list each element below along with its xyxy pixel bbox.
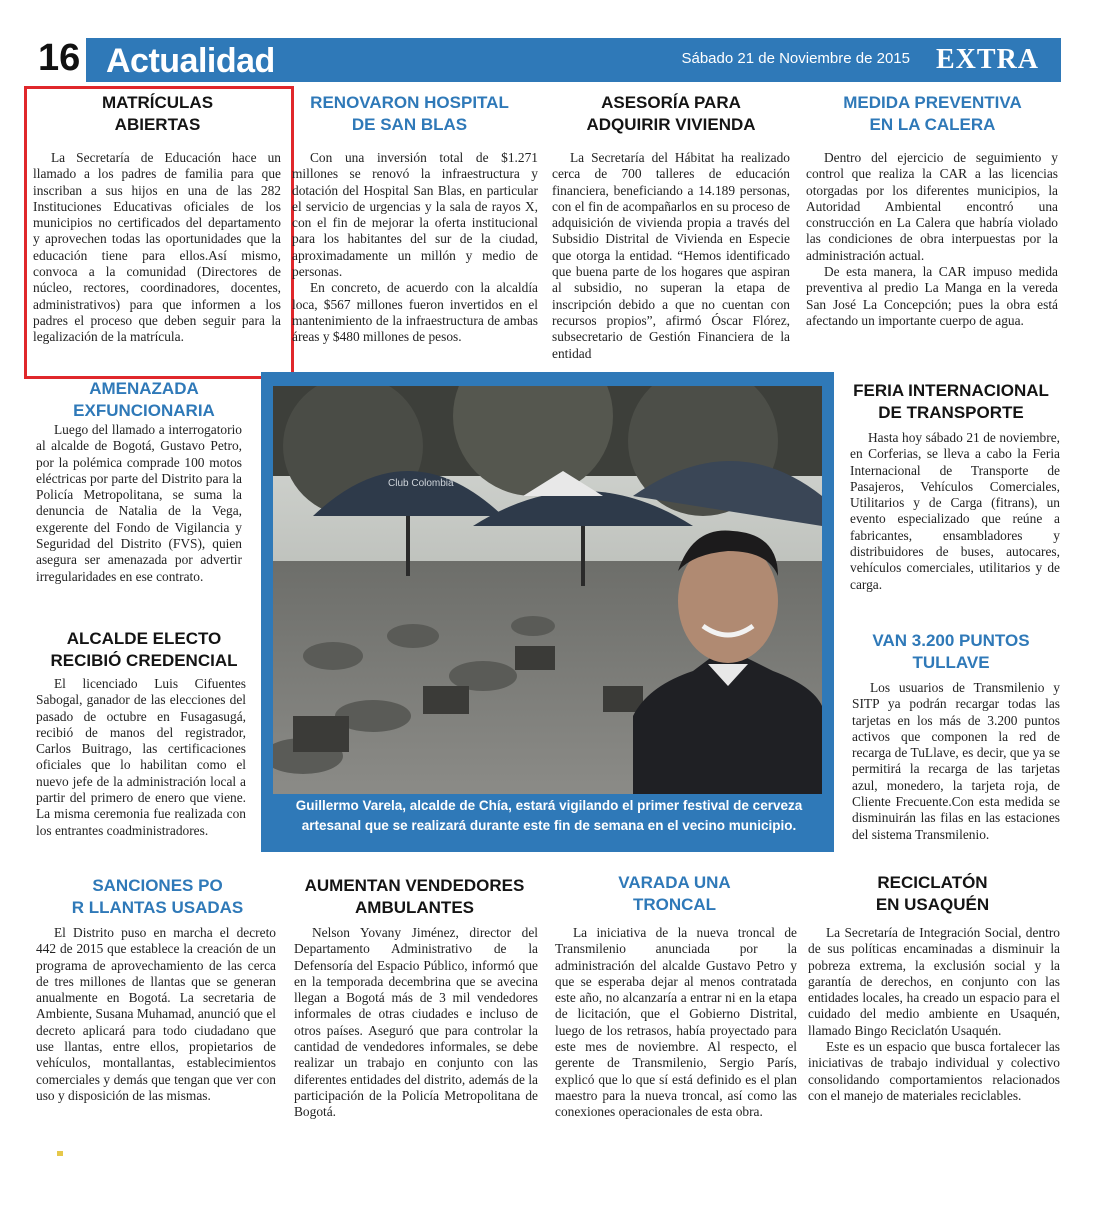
headline-vivienda: ASESORÍA PARA ADQUIRIR VIVIENDA bbox=[586, 93, 756, 134]
headline-tullave: VAN 3.200 PUNTOS TULLAVE bbox=[872, 631, 1030, 672]
headline-matriculas: MATRÍCULAS ABIERTAS bbox=[101, 93, 214, 134]
page-number: 16 bbox=[38, 37, 81, 79]
article-llantas: El Distrito puso en marcha el decreto 442 de 2015 que establece la creación de un programa de aprovechamiento de las cerca de tres millones de llantas que se generan anualmente en Bogotá. La secretaria de Ambiente, Susana Muhamad, anunció que el decreto aplicará para todo ciudadano que use llantas, entre ellos, propietarios de vehículos, montallantas, establecimientos comerciales y demás que tengan que ver con uso y disposición de las mismas. bbox=[36, 925, 276, 1103]
headline-alcalde: ALCALDE ELECTO RECIBIÓ CREDENCIAL bbox=[50, 629, 238, 670]
headline-feria: FERIA INTERNACIONAL DE TRANSPORTE bbox=[853, 381, 1049, 422]
article-alcalde: El licenciado Luis Cifuentes Sabogal, ganador de las elecciones del pasado de octubre en Fusagasugá, recibió de manos del registrador, Carlos Buitrago, las certificaciones oficiales que lo habilitan como el nuevo jefe de la administración local a partir del primero de enero que viene. La misma ceremonia fue realizada con los entrantes coadministradores. bbox=[36, 676, 246, 838]
article-calera: Dentro del ejercicio de seguimiento y control que realiza la CAR a las licencias otorgadas por los diferentes municipios, la Autoridad Ambiental encontró una construcción en La Calera que habría violado las condiciones de obra interpuestas por la administración actual. De esta manera, la CAR impuso medida preventiva al predio La Manga en la vereda San José La Concepción; pues la obra está afectando un importante cuerpo de agua. bbox=[806, 150, 1058, 328]
article-troncal: La iniciativa de la nueva troncal de Transmilenio anunciada por la administración del alcalde Gustavo Petro y que se esperaba dejar al menos contratada este año, no alcanzaría a entrar ni en la etapa de licitación, que el Gobierno Distrital, luego de los retrasos, había proyectado para este mes de noviembre. Al respecto, el gerente de Transmilenio, Sergio París, explicó que lo que sí está definido es el plan maestro para la nueva troncal, así como las conexiones operacionales de esta obra. bbox=[555, 925, 797, 1120]
headline-vendedores: AUMENTAN VENDEDORES AMBULANTES bbox=[304, 876, 525, 917]
newspaper-logo: EXTRA bbox=[936, 44, 1040, 75]
headline-llantas: SANCIONES PO R LLANTAS USADAS bbox=[71, 876, 244, 917]
article-feria: Hasta hoy sábado 21 de noviembre, en Corferias, se lleva a cabo la Feria Internacional de Transporte de Pasajeros, Vehículos Comerciales, Utilitarios y de Carga (fitrans), un evento especializado que reúne a fabricantes, ensambladores y distribuidores de buses, autocares, vehículos comerciales, utilitarios y de carga. bbox=[850, 430, 1060, 592]
headline-troncal: VARADA UNA TRONCAL bbox=[618, 873, 731, 914]
ink-mark bbox=[57, 1151, 63, 1156]
article-matriculas: La Secretaría de Educación hace un llamado a los padres de familia para que inscriban a sus hijos en una de las 282 Instituciones Educativas oficiales de los municipios no certificados del departamento y aprovechen todas las oportunidades que la educación tiene para ellos.Así mismo, convoca a la comunidad (Directores de núcleo, rectores, coordinadores, docentes, administrativos) para que informen a los padres el proceso que deben seguir para la legalización de la matrícula. bbox=[33, 150, 281, 345]
article-vivienda: La Secretaría del Hábitat ha realizado cerca de 700 talleres de educación financiera, beneficiando a 14.189 personas, con el fin de acompañarlos en su proceso de adquisición de vivienda propia a través del Subsidio Distrital de Vivienda en Especie que otorga la entidad. “Hemos identificado que buena parte de los hogares que aspiran al subsidio, no superan la etapa de inscripción debido a que no cuentan con recursos propios”, afirmó Óscar Flórez, subsecretario de Gestión Financiera de la entidad bbox=[552, 150, 790, 361]
article-hospital: Con una inversión total de $1.271 millones se renovó la infraestructura y dotación del Hospital San Blas, en particular el servicio de urgencias y la sala de rayos X, con el fin de mejorar la oferta institucional para los habitantes del sur de la ciudad, aproximadamente un millón y medio de personas. En concreto, de acuerdo con la alcaldía loca, $567 millones fueron invertidos en el mantenimiento de la infraestructura de ambas áreas y $480 millones de pesos. bbox=[292, 150, 538, 345]
photo-caption: Guillermo Varela, alcalde de Chía, estará vigilando el primer festival de cerveza artesanal que se realizará durante este fin de semana en el vecino municipio. bbox=[295, 798, 803, 833]
section-title: Actualidad bbox=[106, 42, 275, 80]
article-tullave: Los usuarios de Transmilenio y SITP ya podrán recargar todas las tarjetas en los más de 3.200 puntos activos que componen la red de recarga de TuLlave, es decir, que ya se permitirá la recarga de las tarjetas azul, monedero, la tarjeta roja, de Cliente Frecuente.Con esta medida se disminuirán las filas en las estaciones del sistema Transmilenio. bbox=[852, 680, 1060, 842]
issue-date: Sábado 21 de Noviembre de 2015 bbox=[681, 50, 910, 67]
headline-calera: MEDIDA PREVENTIVA EN LA CALERA bbox=[843, 93, 1022, 134]
svg-text:Club Colombia: Club Colombia bbox=[388, 478, 454, 489]
article-reciclaton: La Secretaría de Integración Social, dentro de sus políticas encaminadas a disminuir la pobreza extrema, la exclusión social y la garantía de derechos, en conjunto con las entidades locales, ha creado un espacio para el cuidado del medio ambiente en Usaquén, llamado Bingo Reciclatón Usaquén. Este es un espacio que busca fortalecer las iniciativas de trabajo individual y colectivo consolidando comportamientos relacionados con el manejo de materiales reciclables. bbox=[808, 925, 1060, 1103]
article-amenazada: Luego del llamado a interrogatorio al alcalde de Bogotá, Gustavo Petro, por la polémica comprade 100 motos eléctricas por parte del Distrito para la Policía Metropolitana, se suma la denuncia de Natalia de la Vega, exgerente del Fondo de Vigilancia y Seguridad del Distrito (FVS), quien asegura ser amenazada por advertir irregularidades en ese contrato. bbox=[36, 422, 242, 584]
headline-hospital: RENOVARON HOSPITAL DE SAN BLAS bbox=[310, 93, 509, 134]
headline-reciclaton: RECICLATÓN EN USAQUÉN bbox=[875, 873, 990, 914]
festival-photo bbox=[273, 386, 822, 794]
article-vendedores: Nelson Yovany Jiménez, director del Departamento Administrativo de la Defensoría del Espacio Público, informó que en la temporada decembrina que se avecina llegan a Bogotá más de 3 mil vendedores informales de otras ciudades e incluso de otros países. Aseguró que para controlar la cantidad de vendedores informales, se debe realizar un trabajo en conjunto con las diferentes entidades del distrito, además de la participación de la Policía Metropolitana de Bogotá. bbox=[294, 925, 538, 1120]
headline-amenazada: AMENAZADA EXFUNCIONARIA bbox=[73, 379, 215, 420]
